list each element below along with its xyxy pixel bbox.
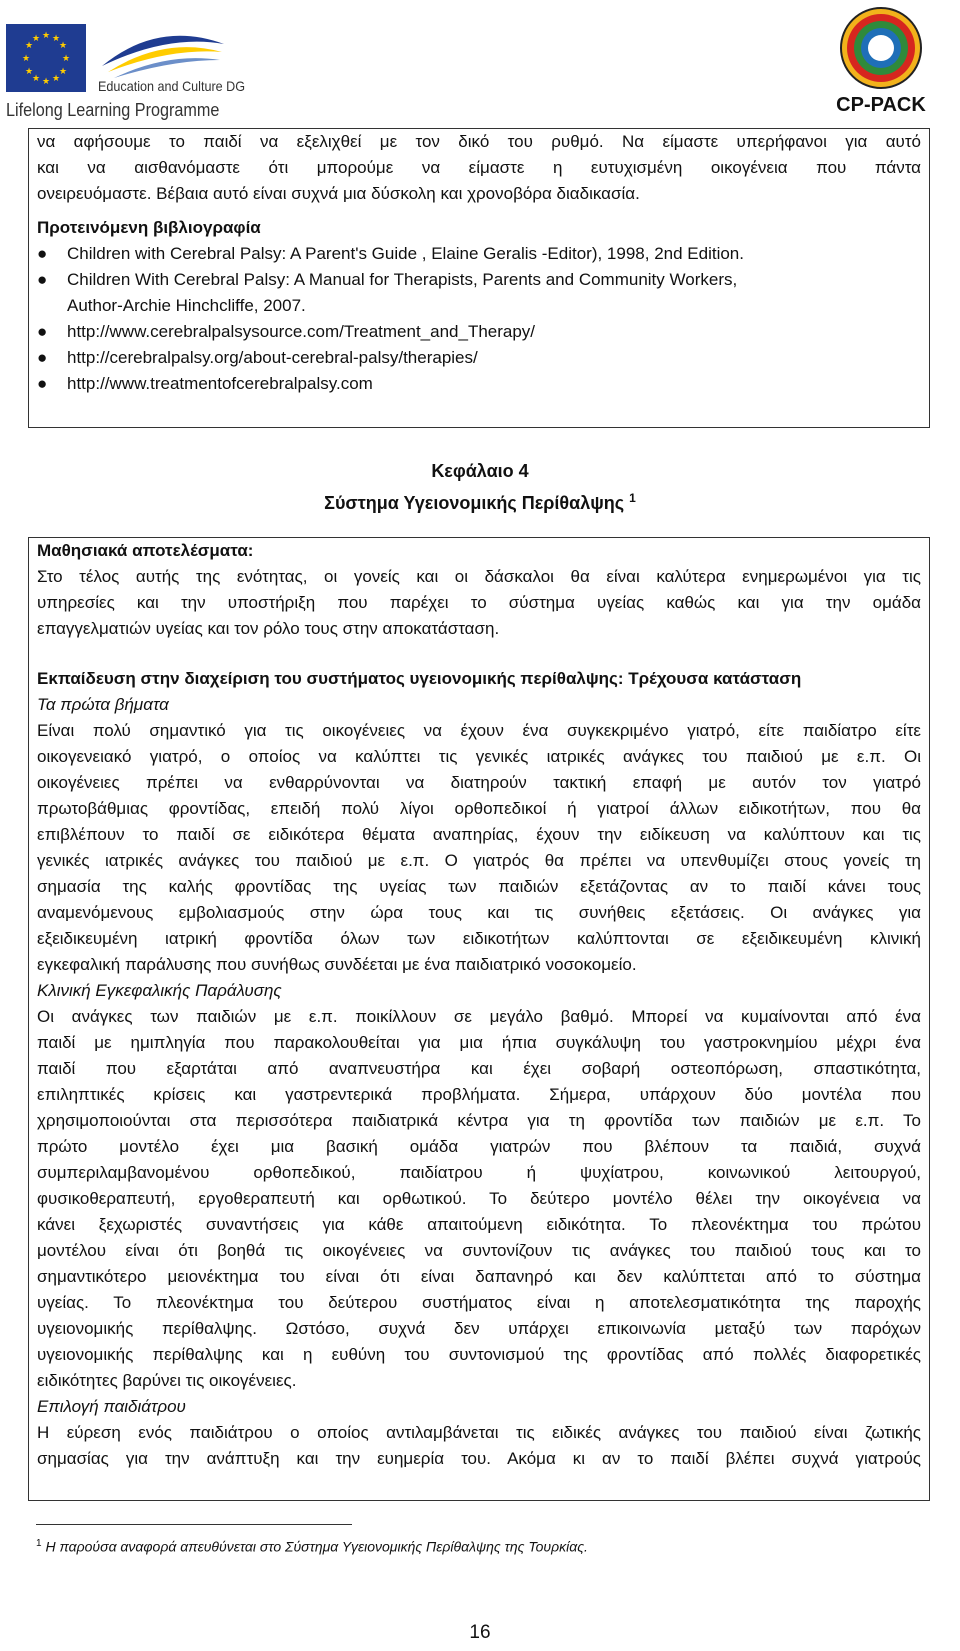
text-line: οικογενειακό γιατρό, ο οποίος να καλύπτει τις γενικές ιατρικές ανάγκες του παιδιού με ε.π. Οι	[37, 747, 921, 766]
text-line: Στο τέλος αυτής της ενότητας, οι γονείς και οι δάσκαλοι θα είναι καλύτερα ενημερωμένοι για τις	[37, 567, 921, 586]
footnote-ref: 1	[629, 491, 636, 505]
footnote-divider	[36, 1524, 352, 1525]
bibliography-list	[37, 241, 921, 397]
choosing-pediatrician-paragraph	[37, 1420, 921, 1472]
spacer	[37, 642, 921, 666]
text-line: σημασία της καλής φροντίδας της υγείας των παιδιών εξετάζοντας αν το παιδί κάνει τους	[37, 877, 921, 896]
footnote-text: Η παρούσα αναφορά απευθύνεται στο Σύστημα Υγειονομικής Περίθαλψης της Τουρκίας.	[45, 1538, 588, 1555]
text-line: πρώτο μοντέλο έχει μια βασική ομάδα γιατρών που βλέπουν τα παιδιά, συχνά	[37, 1137, 921, 1156]
text-line: σημαντικότερο μειονέκτημα του είναι ότι είναι δαπανηρό και δεν καλύπτεται από το σύστημα	[37, 1267, 921, 1286]
cp-pack-logo	[826, 4, 936, 122]
eu-flag-icon	[6, 24, 86, 92]
text-line: Η εύρεση ενός παιδιάτρου ο οποίος αντιλαμβάνεται τις ειδικές ανάγκες του παιδιού είναι ζωτικής	[37, 1423, 921, 1442]
text-line: πρωτοβάθμιας φροντίδας, επειδή πολύ λίγοι ορθοπεδικοί ή γιατροί άλλων ειδικοτήτων, που θα	[37, 799, 921, 818]
svg-text:★: ★	[24, 66, 34, 76]
svg-text:★: ★	[41, 30, 51, 40]
list-item: ● Children with Cerebral Palsy: A Parent's Guide , Elaine Geralis -Editor), 1998, 2nd Edition.	[37, 241, 921, 267]
eu-lifelong-learning-logo	[6, 20, 246, 120]
text-line: κάνει ξεχωριστές συναντήσεις για κάθε απαιτούμενη ειδικότητα. Το πλεονέκτημα του πρώτου	[37, 1215, 921, 1234]
cp-clinic-paragraph	[37, 1004, 921, 1394]
chapter-number: Κεφάλαιο 4	[431, 461, 529, 481]
svg-text:★: ★	[41, 76, 51, 86]
chapter-heading	[0, 458, 960, 517]
text-line: φυσικοθεραπευτή, εργοθεραπευτή και ορθωτικού. Το δεύτερο μοντέλο θέλει την οικογένεια να	[37, 1189, 921, 1208]
intro-paragraph	[37, 129, 921, 207]
svg-text:★: ★	[31, 73, 41, 83]
svg-text:★: ★	[51, 73, 61, 83]
reference-link[interactable]: http://www.cerebralpalsysource.com/Treatment_and_Therapy/	[67, 322, 536, 341]
text-line: επιληπτικές κρίσεις και γαστρεντερικά προβλήματα. Σήμερα, υπάρχουν δύο μοντέλα που	[37, 1085, 921, 1104]
text-line: ειδικότητες βαρύνει τις οικογένειες.	[37, 1371, 297, 1390]
bibliography-heading: Προτεινόμενη βιβλιογραφία	[37, 218, 261, 237]
text-line: να αφήσουμε το παιδί να εξελιχθεί με τον δικό του ρυθμό. Να είμαστε υπερήφανοι για αυτό	[37, 132, 921, 151]
training-heading: Εκπαίδευση στην διαχείριση του συστήματος υγειονομικής περίθαλψης: Τρέχουσα κατάσταση	[37, 669, 802, 688]
svg-text:★: ★	[31, 33, 41, 43]
subheading-cp-clinic: Κλινική Εγκεφαλικής Παράλυσης	[37, 981, 282, 1000]
text-line: σημασίας για την ανάπτυξη και την ευημερία του. Ακόμα κι αν το παιδί βλέπει συχνά γιατρούς	[37, 1449, 921, 1468]
text-line: αναμενόμενους εμβολιασμούς στην ώρα τους και τις συνήθεις εξετάσεις. Οι ανάγκες για	[37, 903, 921, 922]
list-item: ● Children With Cerebral Palsy: A Manual for Therapists, Parents and Community Workers, Author-Archie Hinchcliffe, 2007.	[37, 267, 921, 319]
svg-text:★: ★	[61, 53, 71, 63]
eu-dg-label: Education and Culture DG	[98, 78, 246, 94]
text-line: Οι ανάγκες των παιδιών με ε.π. ποικίλλουν σε μεγάλο βαθμό. Μπορεί να κυμαίνονται από ένα	[37, 1007, 921, 1026]
chapter-title: Σύστημα Υγειονομικής Περίθαλψης $^1$	[324, 491, 636, 513]
first-steps-paragraph	[37, 718, 921, 978]
text-line: και να αισθανόμαστε ότι μπορούμε να είμαστε η ευτυχισμένη οικογένεια που πάντα	[37, 158, 921, 177]
text-line: χρησιμοποιούνται στα περισσότερα παιδιατρικά κέντρα για τη φροντίδα των παιδιών με ε.π. Το	[37, 1111, 921, 1130]
svg-text:★: ★	[24, 40, 34, 50]
text-line: υγειονομικής περίθαλψης. Ωστόσο, συχνά δεν υπάρχει επικοινωνία μεταξύ των παρόχων	[37, 1319, 921, 1338]
text-line: υγειονομικής περίθαλψης και η ευθύνη του συντονισμού της φροντίδας από πολλές διαφορετικές	[37, 1345, 921, 1364]
list-item[interactable]	[37, 319, 921, 345]
text-line: Είναι πολύ σημαντικό για τις οικογένειες να έχουν ένα συγκεκριμένο γιατρό, είτε παιδίατρο είτε	[37, 721, 921, 740]
subheading-choosing-pediatrician: Επιλογή παιδιάτρου	[37, 1397, 186, 1416]
list-item[interactable]	[37, 345, 921, 371]
footnote	[36, 1538, 588, 1555]
text-line: επαγγελματιών υγείας και τον ρόλο τους στην αποκατάσταση.	[37, 619, 500, 638]
text-line: παιδί που εξαρτάται από αναπνευστήρα και έχει σοβαρή οστεοπόρωση, σπαστικότητα,	[37, 1059, 921, 1078]
bullet-icon: ●	[37, 348, 48, 367]
text-line: εξειδικευμένη ιατρική φροντίδα όλων των ειδικοτήτων καλύπτονται σε εξειδικευμένη κλινική	[37, 929, 921, 948]
text-line: παιδί με ημιπληγία που παρακολουθείται για μια ήπια συγκάλυψη του γαστροκνημίου μέχρι ένα	[37, 1033, 921, 1052]
list-item[interactable]	[37, 371, 921, 397]
text-line: μοντέλου είναι ότι βοηθά τις οικογένειες να συντονίζουν τις ανάγκες του παιδιού τους και το	[37, 1241, 921, 1260]
text-line: υπηρεσίες και την υποστήριξη που παρέχει το σύστημα υγείας καθώς και για την ομάδα	[37, 593, 921, 612]
text-line: εγκεφαλική παράλυσης που συνήθως συνδέεται με ένα παιδιατρικό νοσοκομείο.	[37, 955, 637, 974]
svg-text:★: ★	[58, 40, 68, 50]
svg-text:★: ★	[58, 66, 68, 76]
outcomes-heading: Μαθησιακά αποτελέσματα:	[37, 541, 254, 560]
svg-text:★: ★	[21, 53, 31, 63]
eu-program-label: Lifelong Learning Programme	[6, 100, 220, 120]
footnote-number: 1	[36, 1538, 42, 1549]
eu-swoosh-icon	[98, 26, 228, 86]
text-line: οικογένειες πρέπει να ενθαρρύνονται να διατηρούν τακτική επαφή με αυτόν τον γιατρό	[37, 773, 921, 792]
page-number: 16	[469, 1622, 491, 1643]
text-line: γενικές ιατρικές ανάγκες του παιδιού με ε.π. Ο γιατρός θα πρέπει να υπενθυμίζει στους γονείς τη	[37, 851, 921, 870]
text-line: υγείας. Το πλεονέκτημα του δεύτερου συστήματος είναι η αποτελεσματικότητα της παροχής	[37, 1293, 921, 1312]
bibliography-section	[37, 215, 921, 397]
text-line: ονειρευόμαστε. Βέβαια αυτό είναι συχνά μια δύσκολη και χρονοβόρα διαδικασία.	[37, 184, 640, 203]
bullet-icon: ●	[37, 244, 48, 263]
reference-link[interactable]: http://www.treatmentofcerebralpalsy.com	[67, 374, 373, 393]
chapter-content-box	[28, 537, 930, 1501]
svg-text:★: ★	[51, 33, 61, 43]
outcomes-paragraph	[37, 564, 921, 642]
text-line: επιβλέπουν το παιδί σε ειδικότερα θέματα αναπηρίας, έχουν την ειδίκευση να καλύπτουν και τις	[37, 825, 921, 844]
cp-pack-name: CP-PACK	[836, 94, 926, 116]
subheading-first-steps: Τα πρώτα βήματα	[37, 695, 169, 714]
reference-link[interactable]: http://cerebralpalsy.org/about-cerebral-palsy/therapies/	[67, 348, 478, 367]
text-line: συμπεριλαμβανομένου ορθοπεδικού, παιδίατρου ή ψυχίατρου, κοινωνικού λειτουργού,	[37, 1163, 921, 1182]
bullet-icon: ●	[37, 374, 48, 393]
page-header	[0, 0, 960, 128]
bullet-icon: ●	[37, 270, 48, 289]
cp-pack-emblem-icon	[826, 4, 936, 94]
intro-bibliography-box	[28, 128, 930, 428]
bullet-icon: ●	[37, 322, 48, 341]
